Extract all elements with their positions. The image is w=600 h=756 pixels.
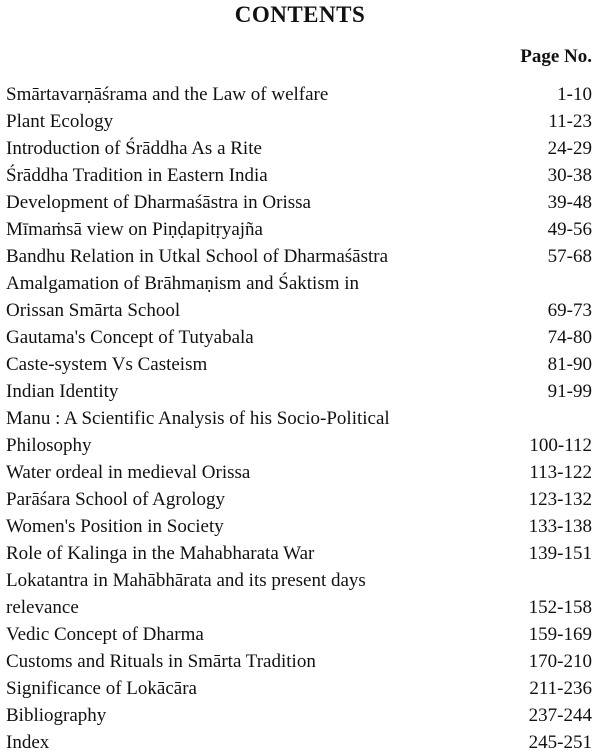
toc-entry bbox=[6, 648, 592, 675]
toc-line bbox=[6, 567, 592, 594]
toc-entry-pages: 11-23 bbox=[548, 111, 592, 132]
toc-entry-pages: 57-68 bbox=[547, 246, 592, 267]
toc-line bbox=[6, 405, 592, 432]
toc-entry bbox=[6, 108, 592, 135]
toc-line bbox=[6, 297, 592, 324]
toc-line bbox=[6, 324, 592, 351]
toc-entry-title: Bandhu Relation in Utkal School of Dharmaśāstra bbox=[6, 246, 389, 267]
toc-entry-pages: 74-80 bbox=[547, 327, 592, 348]
toc-line bbox=[6, 459, 592, 486]
toc-line bbox=[6, 216, 592, 243]
toc-entry bbox=[6, 513, 592, 540]
toc-list bbox=[6, 81, 592, 756]
toc-entry-pages: 237-244 bbox=[528, 705, 592, 726]
toc-line bbox=[6, 378, 592, 405]
toc-entry-title: Introduction of Śrāddha As a Rite bbox=[6, 138, 262, 159]
toc-entry-title: Gautama's Concept of Tutyabala bbox=[6, 327, 254, 348]
toc-entry-title: Philosophy bbox=[6, 435, 92, 456]
toc-line bbox=[6, 513, 592, 540]
toc-entry-title: Significance of Lokācāra bbox=[6, 678, 197, 699]
toc-line bbox=[6, 270, 592, 297]
toc-line bbox=[6, 729, 592, 756]
toc-line bbox=[6, 108, 592, 135]
toc-entry bbox=[6, 567, 592, 621]
toc-entry-pages: 170-210 bbox=[528, 651, 592, 672]
toc-entry bbox=[6, 621, 592, 648]
toc-entry bbox=[6, 81, 592, 108]
toc-entry bbox=[6, 270, 592, 324]
toc-line bbox=[6, 162, 592, 189]
toc-entry bbox=[6, 216, 592, 243]
toc-entry-pages: 139-151 bbox=[528, 543, 592, 564]
toc-line bbox=[6, 189, 592, 216]
toc-line bbox=[6, 81, 592, 108]
toc-entry-title: Role of Kalinga in the Mahabharata War bbox=[6, 543, 315, 564]
toc-entry-title: Manu : A Scientific Analysis of his Socio-Political bbox=[6, 408, 390, 429]
toc-entry bbox=[6, 405, 592, 459]
toc-entry-title: Smārtavarṇāśrama and the Law of welfare bbox=[6, 84, 329, 105]
toc-entry-title: Development of Dharmaśāstra in Orissa bbox=[6, 192, 311, 213]
toc-entry-title: Amalgamation of Brāhmaṇism and Śaktism in bbox=[6, 273, 360, 294]
toc-entry-title: Caste-system Vs Casteism bbox=[6, 354, 208, 375]
toc-entry-pages: 49-56 bbox=[547, 219, 592, 240]
toc-entry-title: Śrāddha Tradition in Eastern India bbox=[6, 165, 268, 186]
toc-entry bbox=[6, 675, 592, 702]
toc-entry bbox=[6, 324, 592, 351]
toc-entry-title: Vedic Concept of Dharma bbox=[6, 624, 204, 645]
toc-line bbox=[6, 243, 592, 270]
toc-entry-pages: 159-169 bbox=[528, 624, 592, 645]
toc-entry-title: Lokatantra in Mahābhārata and its present days bbox=[6, 570, 366, 591]
toc-line bbox=[6, 594, 592, 621]
toc-line bbox=[6, 621, 592, 648]
contents-heading: CONTENTS bbox=[234, 2, 366, 27]
toc-entry bbox=[6, 351, 592, 378]
toc-line bbox=[6, 675, 592, 702]
toc-entry-title: Index bbox=[6, 732, 50, 753]
toc-line bbox=[6, 432, 592, 459]
toc-entry-pages: 81-90 bbox=[547, 354, 592, 375]
toc-entry-title: Bibliography bbox=[6, 705, 107, 726]
toc-entry-pages: 113-122 bbox=[529, 462, 592, 483]
toc-entry-pages: 211-236 bbox=[529, 678, 592, 699]
toc-entry-title: Indian Identity bbox=[6, 381, 119, 402]
toc-entry-title: relevance bbox=[6, 597, 79, 618]
toc-entry bbox=[6, 243, 592, 270]
toc-entry-pages: 39-48 bbox=[547, 192, 592, 213]
toc-entry-pages: 91-99 bbox=[547, 381, 592, 402]
toc-line bbox=[6, 135, 592, 162]
toc-line bbox=[6, 540, 592, 567]
toc-entry bbox=[6, 189, 592, 216]
toc-entry-title: Plant Ecology bbox=[6, 111, 114, 132]
toc-entry bbox=[6, 540, 592, 567]
toc-line bbox=[6, 648, 592, 675]
toc-entry bbox=[6, 729, 592, 756]
toc-entry-title: Parāśara School of Agrology bbox=[6, 489, 225, 510]
toc-entry-title: Orissan Smārta School bbox=[6, 300, 181, 321]
toc-entry-pages: 24-29 bbox=[547, 138, 592, 159]
toc-entry-title: Customs and Rituals in Smārta Tradition bbox=[6, 651, 316, 672]
toc-entry-pages: 69-73 bbox=[547, 300, 592, 321]
toc-entry bbox=[6, 459, 592, 486]
toc-entry bbox=[6, 378, 592, 405]
toc-entry bbox=[6, 486, 592, 513]
page-no-header: Page No. bbox=[520, 46, 592, 67]
toc-entry-pages: 30-38 bbox=[547, 165, 592, 186]
toc-entry-title: Mīmaṁsā view on Piṇḍapitṛyajña bbox=[6, 219, 263, 240]
toc-entry-pages: 133-138 bbox=[528, 516, 592, 537]
toc-entry-pages: 152-158 bbox=[528, 597, 592, 618]
toc-entry bbox=[6, 162, 592, 189]
toc-entry-pages: 1-10 bbox=[557, 84, 592, 105]
toc-entry-title: Water ordeal in medieval Orissa bbox=[6, 462, 251, 483]
toc-entry-pages: 100-112 bbox=[529, 435, 592, 456]
toc-line bbox=[6, 486, 592, 513]
toc-entry bbox=[6, 135, 592, 162]
toc-entry-pages: 245-251 bbox=[528, 732, 592, 753]
toc-line bbox=[6, 702, 592, 729]
toc-entry bbox=[6, 702, 592, 729]
toc-line bbox=[6, 351, 592, 378]
toc-entry-title: Women's Position in Society bbox=[6, 516, 224, 537]
toc-entry-pages: 123-132 bbox=[528, 489, 592, 510]
